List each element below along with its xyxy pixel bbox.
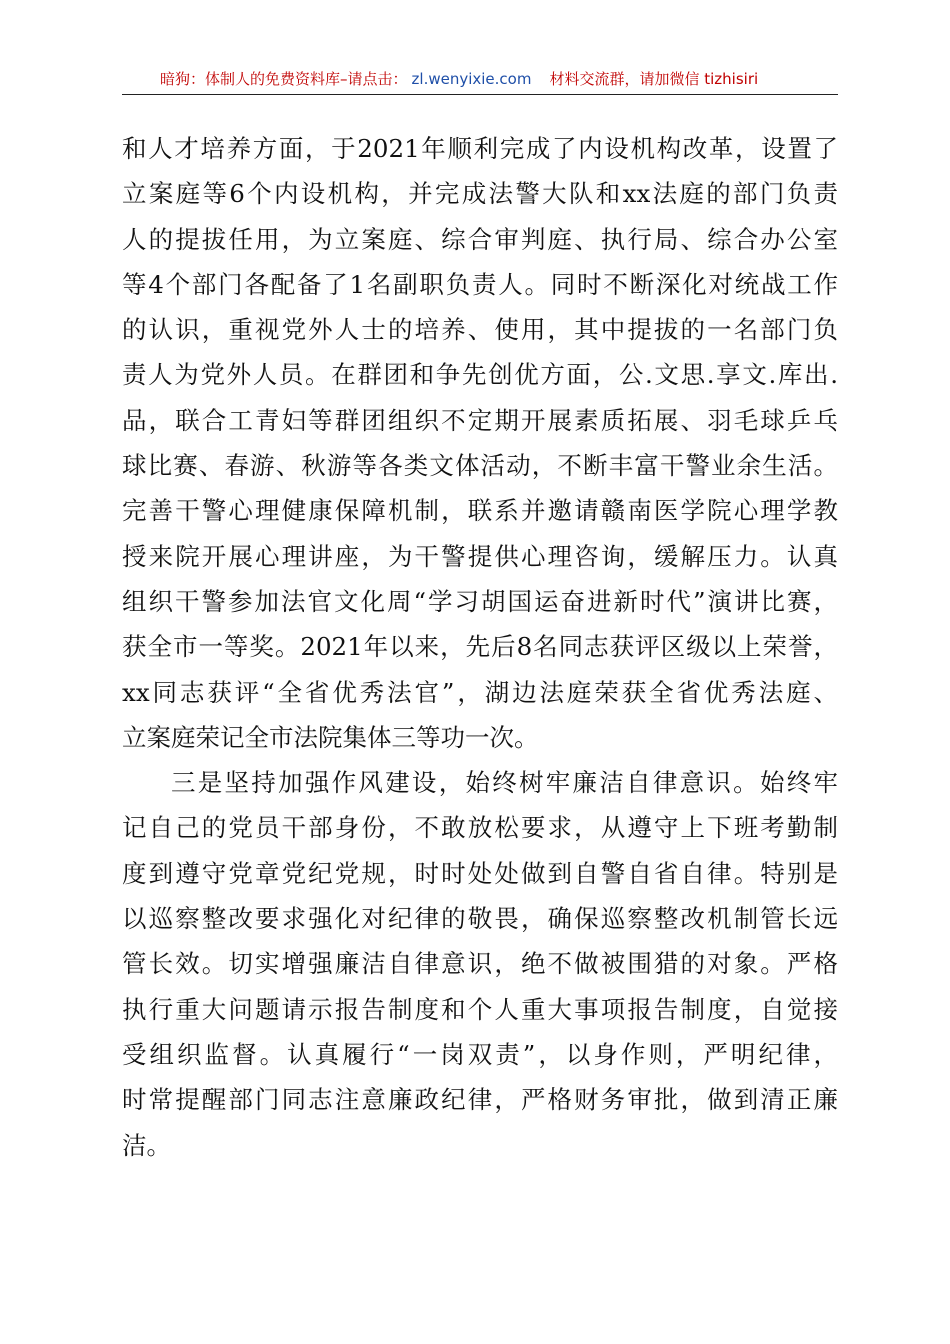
paragraph-line: 立案庭荣记全市法院集体三等功一次。 xyxy=(122,722,539,752)
header-click-prompt: –请点击： xyxy=(340,70,408,88)
paragraph-line: 以巡察整改要求强化对纪律的敬畏，确保巡察整改机制管长远 xyxy=(122,904,838,934)
paragraph-line: 和人才培养方面，于2021年顺利完成了内设机构改革，设置了 xyxy=(122,134,838,163)
paragraph-line: 记自己的党员干部身份，不敢放松要求，从遵守上下班考勤制 xyxy=(122,813,838,843)
paragraph-line: 等4个部门各配备了1名副职负责人。同时不断深化对统战工作 xyxy=(122,269,838,299)
paragraph-line: 洁。 xyxy=(122,1130,171,1160)
paragraph-line: 授来院开展心理讲座，为干警提供心理咨询，缓解压力。认真 xyxy=(122,541,838,571)
paragraph-line: 球比赛、春游、秋游等各类文体活动，不断丰富干警业余生活。 xyxy=(122,451,838,481)
body-text xyxy=(122,126,838,1168)
paragraph-line: 完善干警心理健康保障机制，联系并邀请赣南医学院心理学教 xyxy=(122,496,838,526)
paragraph-line: 获全市一等奖。2021年以来，先后8名同志获评区级以上荣誉， xyxy=(122,632,838,662)
paragraph-line: 品，联合工青妇等群团组织不定期开展素质拓展、羽毛球乒乓 xyxy=(122,405,838,435)
header-group-note: 材料交流群，请加微信 tizhisiri xyxy=(549,70,759,88)
paragraph-line: 立案庭等6个内设机构，并完成法警大队和xx法庭的部门负责 xyxy=(122,179,838,209)
paragraph-line: 的认识，重视党外人士的培养、使用，其中提拔的一名部门负 xyxy=(122,315,838,345)
header-site-link[interactable]: zl.wenyixie.com xyxy=(411,70,532,88)
paragraph-line: 度到遵守党章党纪党规，时时处处做到自警自省自律。特别是 xyxy=(122,858,838,888)
paragraph-line: 责人为党外人员。在群团和争先创优方面，公.文思.享文.库出. xyxy=(122,360,838,390)
paragraph-1 xyxy=(122,126,838,760)
paragraph-line: 时常提醒部门同志注意廉政纪律，严格财务审批，做到清正廉 xyxy=(122,1085,838,1115)
paragraph-line: 执行重大问题请示报告制度和个人重大事项报告制度，自觉接 xyxy=(122,994,838,1024)
paragraph-2 xyxy=(122,760,838,1168)
paragraph-line: 组织干警参加法官文化周“学习胡国运奋进新时代”演讲比赛， xyxy=(122,586,838,616)
paragraph-line: 人的提拔任用，为立案庭、综合审判庭、执行局、综合办公室 xyxy=(122,224,838,254)
page-header xyxy=(122,64,838,95)
paragraph-line: xx同志获评“全省优秀法官”，湖边法庭荣获全省优秀法庭、 xyxy=(122,677,838,707)
paragraph-line: 受组织监督。认真履行“一岗双责”，以身作则，严明纪律， xyxy=(122,1039,838,1069)
paragraph-line: 三是坚持加强作风建设，始终树牢廉洁自律意识。始终牢 xyxy=(171,768,838,798)
header-title: 暗狗：体制人的免费资料库 xyxy=(160,70,341,88)
paragraph-line: 管长效。切实增强廉洁自律意识，绝不做被围猎的对象。严格 xyxy=(122,949,838,979)
